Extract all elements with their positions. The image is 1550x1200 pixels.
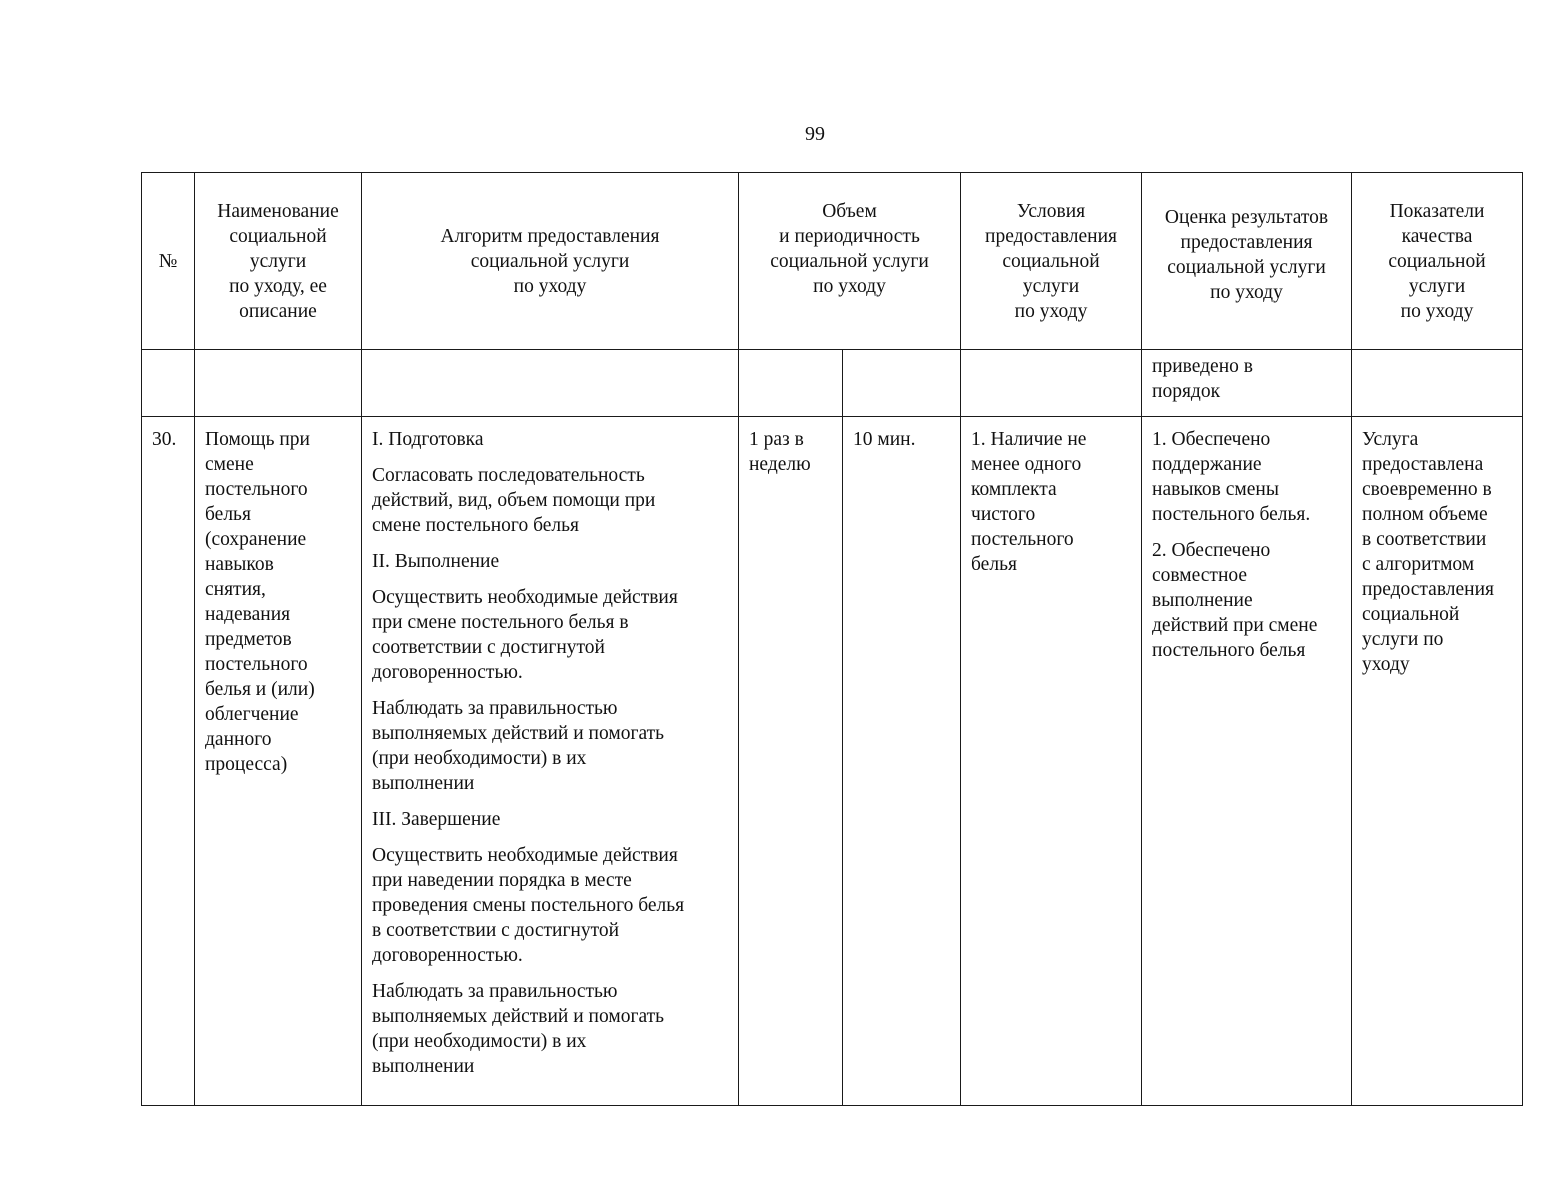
- text-line: менее одного: [971, 454, 1082, 475]
- text-line: Помощь при: [205, 429, 310, 450]
- text-line: совместное: [1152, 565, 1248, 586]
- text-line: белья: [971, 554, 1017, 575]
- text-line: в соответствии: [1362, 529, 1487, 550]
- text-line: комплекта: [971, 479, 1057, 500]
- text-line: полном объеме: [1362, 504, 1488, 525]
- text-line: по уходу: [1210, 282, 1283, 303]
- cont-name-cell: [195, 350, 362, 417]
- text-line: Показатели: [1389, 200, 1485, 222]
- text-line: предоставления: [985, 225, 1118, 247]
- text-line: социальной: [1002, 250, 1100, 272]
- text-line: действий при смене: [1152, 615, 1318, 636]
- paragraph: [372, 979, 730, 1079]
- text-line: 1. Обеспечено: [1152, 429, 1271, 450]
- paragraph: [372, 843, 730, 968]
- text-line: 1 раз в: [749, 429, 804, 450]
- paragraph: [372, 427, 730, 452]
- header-name: [195, 173, 362, 350]
- text-line: белья и (или): [205, 679, 315, 700]
- cont-conditions-cell: [961, 350, 1142, 417]
- header-volume: [739, 173, 961, 350]
- text-line: 2. Обеспечено: [1152, 540, 1271, 561]
- text-line: I. Подготовка: [372, 429, 484, 450]
- text-line: в соответствии с достигнутой: [372, 920, 620, 941]
- text-line: Оценка результатов: [1164, 207, 1329, 228]
- text-line: своевременно в: [1362, 479, 1492, 500]
- cont-periodicity-cell: [739, 350, 843, 417]
- text-line: Осуществить необходимые действия: [372, 845, 678, 866]
- text-line: услуги: [249, 250, 307, 272]
- text-line: проведения смены постельного белья: [372, 895, 685, 916]
- cont-rating-cell: [1142, 350, 1352, 417]
- text-line: и периодичность: [779, 226, 920, 247]
- text-line: описание: [239, 300, 317, 322]
- quality-indicators: [1352, 417, 1523, 1106]
- text-line: белья: [205, 504, 251, 525]
- text-line: выполнении: [372, 1056, 475, 1077]
- text-line: Алгоритм предоставления: [440, 225, 660, 247]
- text-line: по уходу: [513, 275, 587, 297]
- text-line: 1. Наличие не: [971, 429, 1087, 450]
- paragraph: [372, 585, 730, 685]
- header-row: [142, 173, 1523, 350]
- text-line: (при необходимости) в их: [372, 1031, 587, 1052]
- header-number: №: [142, 173, 195, 350]
- text-line: услуги по: [1362, 629, 1444, 650]
- row-number: 30.: [142, 417, 195, 1106]
- text-line: постельного: [971, 529, 1074, 550]
- text-line: Наблюдать за правильностью: [372, 698, 618, 719]
- text-line: приведено в: [1152, 356, 1253, 377]
- paragraph: [372, 549, 730, 574]
- text-line: поддержание: [1152, 454, 1262, 475]
- text-line: снятия,: [205, 579, 266, 600]
- service-row: [142, 417, 1523, 1106]
- text-line: неделю: [749, 454, 811, 475]
- text-line: выполняемых действий и помогать: [372, 1006, 665, 1027]
- text-line: социальной: [1362, 604, 1460, 625]
- text-line: Объем: [822, 201, 877, 222]
- text-line: III. Завершение: [372, 809, 501, 830]
- text-line: Условия: [1016, 200, 1086, 222]
- periodicity: [739, 417, 843, 1106]
- text-line: выполняемых действий и помогать: [372, 723, 665, 744]
- text-line: навыков: [205, 554, 274, 575]
- text-line: социальной услуги: [770, 251, 929, 272]
- text-line: предметов: [205, 629, 292, 650]
- text-line: облегчение: [205, 704, 299, 725]
- text-line: смене постельного белья: [372, 515, 579, 536]
- text-line: качества: [1401, 225, 1473, 247]
- text-line: социальной: [1388, 250, 1486, 272]
- text-line: по уходу: [813, 276, 886, 297]
- text-line: предоставления: [1180, 232, 1313, 253]
- text-line: социальной: [229, 225, 327, 247]
- continuation-row: [142, 350, 1523, 417]
- text-line: уходу: [1362, 654, 1410, 675]
- service-name: [195, 417, 362, 1106]
- results-rating: [1142, 417, 1352, 1106]
- text-line: при смене постельного белья в: [372, 612, 629, 633]
- cont-number-cell: [142, 350, 195, 417]
- paragraph: [372, 807, 730, 832]
- text-line: Наименование: [217, 200, 339, 222]
- cont-duration-cell: [843, 350, 961, 417]
- text-line: Осуществить необходимые действия: [372, 587, 678, 608]
- text-line: смене: [205, 454, 254, 475]
- text-line: порядок: [1152, 381, 1221, 402]
- header-rating: [1142, 173, 1352, 350]
- header-quality: [1352, 173, 1523, 350]
- services-table: [141, 172, 1523, 1106]
- text-line: при наведении порядка в месте: [372, 870, 632, 891]
- header-conditions: [961, 173, 1142, 350]
- page-number: 99: [805, 123, 825, 145]
- text-line: (при необходимости) в их: [372, 748, 587, 769]
- text-line: с алгоритмом: [1362, 554, 1475, 575]
- text-line: выполнении: [372, 773, 475, 794]
- text-line: соответствии с достигнутой: [372, 637, 605, 658]
- text-line: по уходу: [1014, 300, 1088, 322]
- text-line: Согласовать последовательность: [372, 465, 645, 486]
- paragraph: [1152, 538, 1343, 663]
- cont-quality-cell: [1352, 350, 1523, 417]
- text-line: данного: [205, 729, 272, 750]
- text-line: социальной услуги: [470, 250, 630, 272]
- text-line: II. Выполнение: [372, 551, 500, 572]
- text-line: услуги: [1408, 275, 1466, 297]
- header-algorithm: [362, 173, 739, 350]
- conditions: [961, 417, 1142, 1106]
- paragraph: [372, 696, 730, 796]
- text-line: по уходу, ее: [229, 275, 327, 297]
- text-line: постельного белья.: [1152, 504, 1311, 525]
- text-line: договоренностью.: [372, 662, 523, 683]
- text-line: чистого: [971, 504, 1036, 525]
- text-line: предоставлена: [1362, 454, 1484, 475]
- cont-algorithm-cell: [362, 350, 739, 417]
- text-line: социальной услуги: [1167, 257, 1326, 278]
- text-line: договоренностью.: [372, 945, 523, 966]
- paragraph: [1152, 427, 1343, 527]
- text-line: процесса): [205, 754, 288, 775]
- text-line: Услуга: [1362, 429, 1419, 450]
- text-line: навыков смены: [1152, 479, 1279, 500]
- text-line: постельного: [205, 654, 308, 675]
- paragraph: [372, 463, 730, 538]
- text-line: 10 мин.: [853, 429, 916, 450]
- text-line: предоставления: [1362, 579, 1495, 600]
- duration: [843, 417, 961, 1106]
- text-line: услуги: [1022, 275, 1080, 297]
- text-line: (сохранение: [205, 529, 307, 550]
- text-line: постельного: [205, 479, 308, 500]
- text-line: по уходу: [1400, 300, 1474, 322]
- text-line: выполнение: [1152, 590, 1253, 611]
- text-line: надевания: [205, 604, 291, 625]
- text-line: действий, вид, объем помощи при: [372, 490, 656, 511]
- text-line: постельного белья: [1152, 640, 1306, 661]
- algorithm-steps: [362, 417, 739, 1106]
- text-line: Наблюдать за правильностью: [372, 981, 618, 1002]
